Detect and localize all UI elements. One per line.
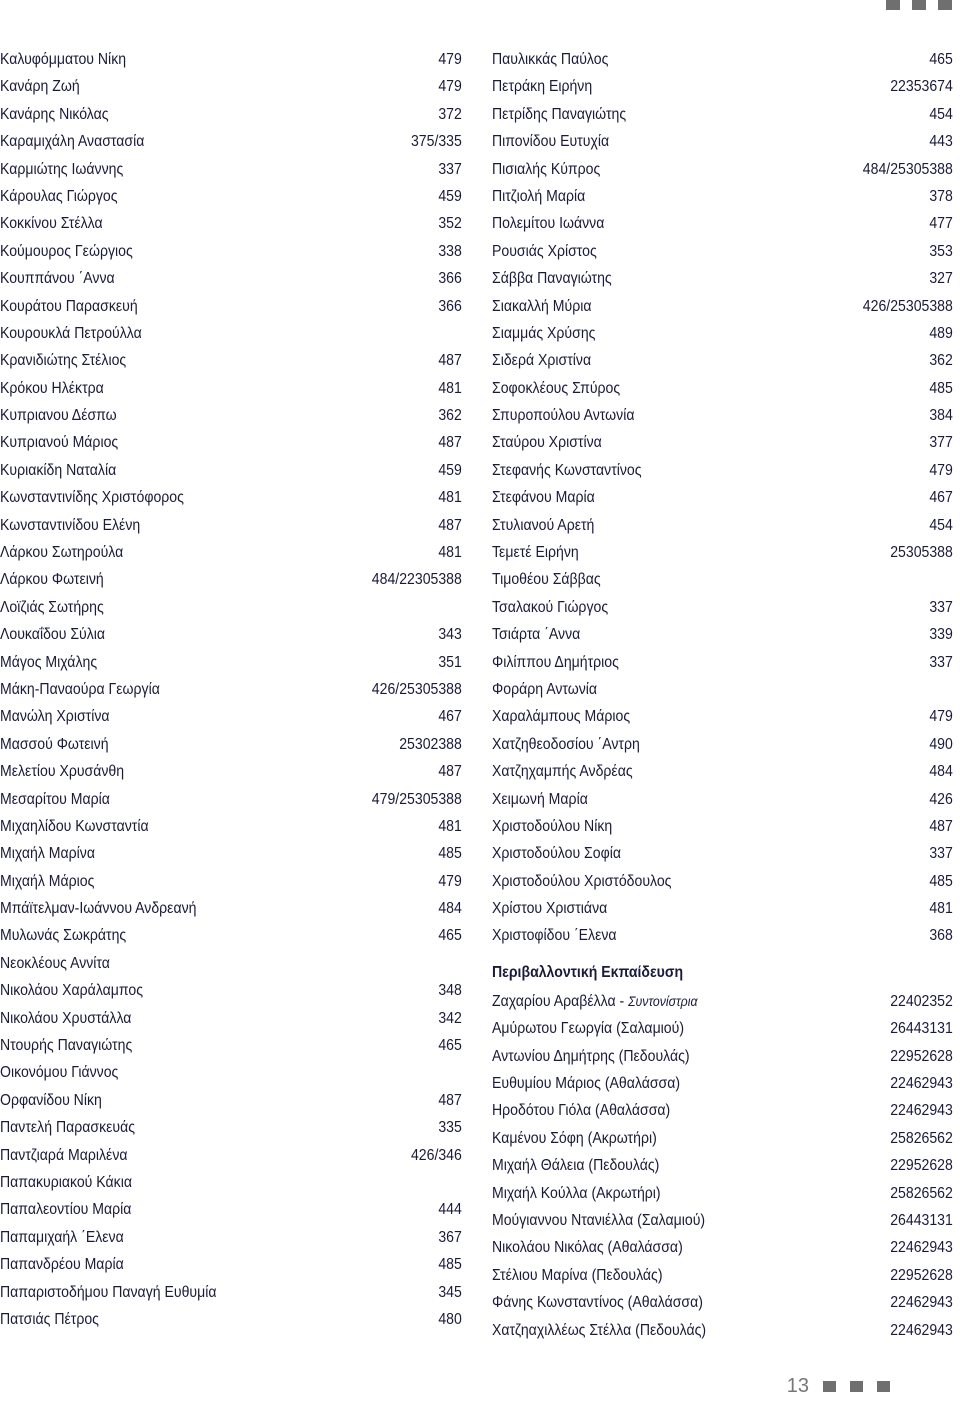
directory-entry-row (0, 1032, 462, 1059)
directory-entry-row (0, 183, 462, 210)
env-entry-row (492, 1043, 953, 1070)
directory-entry-name: Κανάρης Νικόλας (0, 105, 109, 123)
directory-entry-extension: 487 (438, 763, 462, 781)
directory-entry-row (0, 1087, 462, 1114)
env-entry-extension: 26443131 (890, 1020, 953, 1038)
coordinator-role: Συντονίστρια (628, 992, 698, 1009)
directory-entry-row (0, 1142, 462, 1169)
directory-entry-name: Χριστοδούλου Σοφία (492, 845, 621, 863)
env-entry-extension: 25826562 (890, 1129, 953, 1147)
directory-entry-extension: 487 (438, 352, 462, 370)
directory-entry-extension: 479 (438, 50, 462, 68)
directory-entry-row (492, 375, 953, 402)
directory-entry-name: Κάρουλας Γιώργος (0, 187, 118, 205)
directory-entry-row (492, 840, 953, 867)
directory-entry-row (0, 457, 462, 484)
directory-entry-extension: 352 (438, 215, 462, 233)
directory-entry-row (0, 1306, 462, 1333)
directory-entry-name: Μάγος Μιχάλης (0, 653, 98, 671)
directory-entry-row (0, 539, 462, 566)
directory-entry-name: Χριστοδούλου Νίκη (492, 817, 613, 835)
directory-entry-extension: 443 (929, 133, 953, 151)
directory-entry-extension: 479/25305388 (371, 790, 462, 808)
directory-entry-extension: 339 (929, 626, 953, 644)
env-entry-name: Χατζηαχιλλέως Στέλλα (Πεδουλάς) (492, 1321, 707, 1339)
directory-entry-name: Μανώλη Χριστίνα (0, 708, 110, 726)
directory-entry-name: Παντελή Παρασκευάς (0, 1119, 136, 1137)
env-entry-row (492, 1180, 953, 1207)
directory-entry-row (0, 840, 462, 867)
directory-entry-name: Πετράκη Ειρήνη (492, 78, 593, 96)
env-entry-row (492, 1097, 953, 1124)
directory-entry-name: Κωνσταντινίδου Ελένη (0, 516, 141, 534)
directory-entry-extension: 366 (438, 297, 462, 315)
directory-entry-row (0, 1005, 462, 1032)
directory-entry-name: Νικολάου Χαράλαμπος (0, 982, 144, 1000)
env-entry-name: Νικολάου Νικόλας (Αθαλάσσα) (492, 1239, 683, 1257)
directory-entry-row (0, 512, 462, 539)
directory-entry-row (492, 293, 953, 320)
directory-entry-name: Πιτζιολή Μαρία (492, 187, 586, 205)
left-directory-column (0, 46, 462, 1333)
directory-entry-extension: 489 (929, 324, 953, 342)
directory-entry-extension: 342 (438, 1009, 462, 1027)
decor-square (886, 0, 900, 10)
env-entry-name: Φάνης Κωνσταντίνος (Αθαλάσσα) (492, 1294, 703, 1312)
directory-entry-row (0, 977, 462, 1004)
directory-entry-name: Σιακαλλή Μύρια (492, 297, 592, 315)
directory-entry-extension: 327 (929, 270, 953, 288)
directory-entry-name: Καραμιχάλη Αναστασία (0, 133, 145, 151)
directory-entry-extension: 481 (438, 379, 462, 397)
directory-entry-extension: 345 (438, 1283, 462, 1301)
directory-entry-row (0, 1251, 462, 1278)
directory-entry-row (492, 868, 953, 895)
directory-entry-row (492, 128, 953, 155)
directory-entry-name: Κρανιδιώτης Στέλιος (0, 352, 127, 370)
directory-entry-name: Κοκκίνου Στέλλα (0, 215, 103, 233)
directory-entry-name: Παπαριστοδήμου Παναγή Ευθυμία (0, 1283, 217, 1301)
directory-entry-extension: 481 (929, 900, 953, 918)
directory-entry-name: Στεφάνου Μαρία (492, 489, 595, 507)
directory-entry-name: Μιχαηλίδου Κωνσταντία (0, 817, 149, 835)
directory-entry-name: Μυλωνάς Σωκράτης (0, 927, 127, 945)
directory-entry-extension: 487 (929, 817, 953, 835)
env-entry-extension: 25826562 (890, 1184, 953, 1202)
directory-entry-name: Κυπριανού Μάριος (0, 434, 119, 452)
coordinator-extension: 22402352 (890, 992, 953, 1010)
directory-entry-row (492, 813, 953, 840)
env-entry-name: Ευθυμίου Μάριος (Αθαλάσσα) (492, 1075, 681, 1093)
directory-entry-name: Κυριακίδη Ναταλία (0, 461, 117, 479)
directory-entry-row (0, 758, 462, 785)
directory-entry-extension: 479 (929, 708, 953, 726)
directory-entry-row (0, 1114, 462, 1141)
directory-entry-name: Κουράτου Παρασκευή (0, 297, 138, 315)
directory-entry-extension: 335 (438, 1119, 462, 1137)
directory-entry-name: Μάκη-Παναούρα Γεωργία (0, 680, 160, 698)
directory-entry-name: Τεμετέ Ειρήνη (492, 544, 579, 562)
directory-entry-row (492, 539, 953, 566)
page-footer (787, 1371, 890, 1401)
directory-entry-row (492, 429, 953, 456)
directory-entry-extension: 337 (438, 160, 462, 178)
directory-entry-row (492, 758, 953, 785)
env-entry-extension: 22462943 (890, 1294, 953, 1312)
env-entry-name: Αντωνίου Δημήτρης (Πεδουλάς) (492, 1047, 690, 1065)
directory-entry-name: Πολεμίτου Ιωάννα (492, 215, 605, 233)
decor-square (938, 0, 952, 10)
directory-entry-extension: 481 (438, 489, 462, 507)
directory-entry-extension: 481 (438, 817, 462, 835)
directory-entry-extension: 348 (438, 982, 462, 1000)
environmental-education-heading: Περιβαλλοντική Εκπαίδευση (492, 963, 684, 981)
directory-entry-name: Σιαμμάς Χρύσης (492, 324, 596, 342)
directory-entry-name: Πιπονίδου Ευτυχία (492, 133, 610, 151)
directory-entry-name: Χριστοδούλου Χριστόδουλος (492, 872, 672, 890)
directory-entry-row (0, 923, 462, 950)
directory-entry-row (0, 265, 462, 292)
env-entry-extension: 22462943 (890, 1321, 953, 1339)
directory-entry-name: Παπαλεοντίου Μαρία (0, 1201, 132, 1219)
directory-entry-row (0, 375, 462, 402)
directory-entry-name: Χειμωνή Μαρία (492, 790, 588, 808)
directory-entry-row (492, 703, 953, 730)
directory-entry-row (492, 183, 953, 210)
directory-entry-row (0, 210, 462, 237)
env-entry-row (492, 1234, 953, 1261)
directory-entry-name: Μασσού Φωτεινή (0, 735, 109, 753)
directory-entry-row (0, 703, 462, 730)
directory-entry-extension: 367 (438, 1228, 462, 1246)
directory-entry-row (0, 1279, 462, 1306)
env-entry-row (492, 1262, 953, 1289)
directory-entry-row (492, 46, 953, 73)
directory-entry-extension: 485 (438, 845, 462, 863)
directory-entry-extension: 343 (438, 626, 462, 644)
env-entry-name: Στέλιου Μαρίνα (Πεδουλάς) (492, 1266, 663, 1284)
directory-entry-name: Λάρκου Φωτεινή (0, 571, 104, 589)
env-entry-extension: 22952628 (890, 1266, 953, 1284)
directory-entry-row (492, 320, 953, 347)
directory-entry-extension: 490 (929, 735, 953, 753)
directory-entry-extension: 465 (929, 50, 953, 68)
directory-entry-row (0, 238, 462, 265)
directory-entry-name: Μιχαήλ Μάριος (0, 872, 95, 890)
environmental-education-list (492, 1015, 953, 1344)
directory-entry-name: Παπαμιχαήλ ΄Ελενα (0, 1228, 124, 1246)
directory-entry-row (0, 46, 462, 73)
directory-entry-name: Σταύρου Χριστίνα (492, 434, 602, 452)
directory-entry-extension: 362 (929, 352, 953, 370)
directory-entry-name: Ντουρής Παναγιώτης (0, 1037, 133, 1055)
decor-square (823, 1381, 836, 1392)
env-entry-row (492, 1125, 953, 1152)
directory-entry-row (0, 429, 462, 456)
directory-entry-row (492, 210, 953, 237)
directory-entry-row (492, 156, 953, 183)
directory-entry-extension: 337 (929, 598, 953, 616)
directory-entry-extension: 337 (929, 845, 953, 863)
directory-entry-row (0, 950, 462, 977)
directory-entry-extension: 484 (438, 900, 462, 918)
env-entry-name: Αμύρωτου Γεωργία (Σαλαμιού) (492, 1020, 685, 1038)
decor-square (877, 1381, 890, 1392)
directory-entry-extension: 485 (929, 872, 953, 890)
directory-entry-extension: 25302388 (399, 735, 462, 753)
env-entry-extension: 22952628 (890, 1157, 953, 1175)
directory-entry-row (0, 649, 462, 676)
directory-entry-extension: 484/25305388 (862, 160, 953, 178)
directory-entry-extension: 487 (438, 516, 462, 534)
directory-entry-extension: 485 (929, 379, 953, 397)
directory-entry-name: Μεσαρίτου Μαρία (0, 790, 110, 808)
decor-square (912, 0, 926, 10)
directory-entry-extension: 481 (438, 544, 462, 562)
directory-entry-name: Στεφανής Κωνσταντίνος (492, 461, 642, 479)
env-entry-row (492, 1289, 953, 1316)
directory-entry-name: Τιμοθέου Σάββας (492, 571, 601, 589)
directory-entry-extension: 375/335 (410, 133, 462, 151)
directory-entry-extension: 467 (929, 489, 953, 507)
directory-entry-extension: 384 (929, 407, 953, 425)
directory-entry-extension: 459 (438, 461, 462, 479)
directory-entry-row (492, 649, 953, 676)
directory-entry-extension: 368 (929, 927, 953, 945)
directory-entry-row (492, 594, 953, 621)
directory-entry-name: Ρουσιάς Χρίστος (492, 242, 597, 260)
directory-entry-extension: 487 (438, 1091, 462, 1109)
env-entry-extension: 22462943 (890, 1075, 953, 1093)
directory-entry-row (492, 457, 953, 484)
directory-entry-name: Παυλικκάς Παύλος (492, 50, 609, 68)
env-entry-row (492, 1207, 953, 1234)
directory-entry-name: Σάββα Παναγιώτης (492, 270, 612, 288)
directory-entry-extension: 459 (438, 187, 462, 205)
directory-entry-extension: 454 (929, 105, 953, 123)
directory-entry-row (492, 402, 953, 429)
directory-entry-row (492, 895, 953, 922)
right-directory-list (492, 46, 953, 950)
directory-entry-row (0, 128, 462, 155)
directory-entry-row (0, 484, 462, 511)
directory-entry-name: Οικονόμου Γιάννος (0, 1064, 119, 1082)
directory-entry-name: Παπανδρέου Μαρία (0, 1256, 124, 1274)
directory-entry-extension: 465 (438, 1037, 462, 1055)
directory-entry-name: Πισιαλής Κύπρος (492, 160, 601, 178)
directory-entry-name: Παπακυριακού Κάκια (0, 1174, 132, 1191)
directory-entry-extension: 487 (438, 434, 462, 452)
directory-entry-extension: 353 (929, 242, 953, 260)
directory-entry-name: Χατζηχαμπής Ανδρέας (492, 763, 633, 781)
directory-entry-extension: 22353674 (890, 78, 953, 96)
directory-entry-name: Σοφοκλέους Σπύρος (492, 379, 621, 397)
directory-entry-row (0, 347, 462, 374)
directory-entry-name: Φοράρη Αντωνία (492, 680, 598, 698)
directory-entry-name: Κούμουρος Γεώργιος (0, 242, 133, 260)
directory-entry-extension: 337 (929, 653, 953, 671)
directory-entry-row (492, 621, 953, 648)
env-entry-row (492, 1015, 953, 1042)
env-entry-row (492, 1152, 953, 1179)
directory-entry-extension: 25305388 (890, 544, 953, 562)
directory-entry-extension: 480 (438, 1310, 462, 1328)
page-number: 13 (786, 1374, 809, 1397)
directory-entry-name: Σιδερά Χριστίνα (492, 352, 592, 370)
directory-entry-extension: 479 (438, 872, 462, 890)
directory-entry-name: Λοϊζιάς Σωτήρης (0, 598, 104, 616)
directory-entry-row (0, 731, 462, 758)
directory-entry-name: Ορφανίδου Νίκη (0, 1091, 102, 1109)
directory-entry-row (0, 320, 462, 347)
directory-entry-row (492, 484, 953, 511)
directory-entry-name: Φιλίππου Δημήτριος (492, 653, 619, 671)
directory-entry-name: Νεοκλέους Αννίτα (0, 954, 110, 972)
directory-entry-row (492, 512, 953, 539)
env-entry-name: Ηροδότου Γιόλα (Αθαλάσσα) (492, 1102, 671, 1120)
directory-entry-row (0, 813, 462, 840)
directory-entry-extension: 479 (438, 78, 462, 96)
env-entry-name: Καμένου Σόφη (Ακρωτήρι) (492, 1129, 657, 1147)
env-entry-extension: 22462943 (890, 1239, 953, 1257)
directory-entry-name: Χρίστου Χριστιάνα (492, 900, 608, 918)
directory-entry-extension: 477 (929, 215, 953, 233)
directory-entry-row (0, 1224, 462, 1251)
directory-entry-row (492, 786, 953, 813)
directory-entry-extension: 484 (929, 763, 953, 781)
directory-entry-name: Πετρίδης Παναγιώτης (492, 105, 627, 123)
directory-entry-extension: 426 (929, 790, 953, 808)
directory-entry-row (492, 101, 953, 128)
directory-entry-name: Τσιάρτα ΄Αννα (492, 626, 581, 644)
directory-entry-extension: 484/22305388 (371, 571, 462, 589)
coordinator-row (492, 988, 953, 1015)
directory-entry-extension: 465 (438, 927, 462, 945)
directory-entry-row (0, 868, 462, 895)
directory-entry-name: Κωνσταντινίδης Χριστόφορος (0, 489, 184, 507)
coordinator-name: Ζαχαρίου Αραβέλλα - (492, 992, 629, 1010)
directory-entry-name: Κανάρη Ζωή (0, 78, 80, 96)
directory-entry-extension: 372 (438, 105, 462, 123)
directory-entry-name: Μιχαήλ Μαρίνα (0, 845, 95, 863)
directory-entry-row (492, 73, 953, 100)
directory-entry-extension: 426/25305388 (862, 297, 953, 315)
env-entry-extension: 26443131 (890, 1212, 953, 1229)
directory-entry-extension: 454 (929, 516, 953, 534)
directory-entry-name: Κουππάνου ΄Αννα (0, 270, 115, 288)
directory-entry-row (0, 621, 462, 648)
directory-entry-name: Κουρουκλά Πετρούλλα (0, 324, 142, 342)
directory-entry-row (492, 731, 953, 758)
directory-entry-row (0, 402, 462, 429)
directory-entry-row (0, 1169, 462, 1196)
directory-entry-name: Καρμιώτης Ιωάννης (0, 160, 124, 178)
directory-entry-extension: 426/25305388 (371, 680, 462, 698)
directory-entry-extension: 377 (929, 434, 953, 452)
directory-entry-extension: 485 (438, 1256, 462, 1274)
directory-entry-row (0, 594, 462, 621)
directory-entry-row (0, 566, 462, 593)
directory-entry-row (492, 238, 953, 265)
directory-entry-name: Σπυροπούλου Αντωνία (492, 407, 635, 425)
directory-entry-extension: 426/346 (410, 1146, 462, 1164)
directory-entry-row (492, 676, 953, 703)
directory-entry-row (0, 101, 462, 128)
env-entry-name: Μούγιαννου Ντανιέλλα (Σαλαμιού) (492, 1212, 706, 1229)
directory-entry-name: Κυπριανου Δέσπω (0, 407, 117, 425)
directory-entry-name: Μπάϊτελμαν-Ιωάννου Ανδρεανή (0, 900, 197, 918)
directory-entry-name: Στυλιανού Αρετή (492, 516, 595, 534)
directory-entry-row (0, 895, 462, 922)
directory-entry-name: Καλυφόμματου Νίκη (0, 50, 127, 68)
directory-entry-row (0, 1196, 462, 1223)
directory-entry-name: Χατζηθεοδοσίου ΄Αντρη (492, 735, 640, 753)
directory-entry-row (492, 347, 953, 374)
directory-entry-row (0, 786, 462, 813)
directory-entry-row (0, 156, 462, 183)
directory-entry-name: Λάρκου Σωτηρούλα (0, 544, 124, 562)
directory-entry-extension: 338 (438, 242, 462, 260)
env-entry-name: Μιχαήλ Κούλλα (Ακρωτήρι) (492, 1184, 661, 1202)
directory-entry-name: Πατσιάς Πέτρος (0, 1310, 99, 1328)
directory-entry-extension: 444 (438, 1201, 462, 1219)
directory-entry-name: Λουκαΐδου Σύλια (0, 626, 106, 644)
right-directory-column (492, 46, 953, 1344)
directory-entry-row (492, 923, 953, 950)
env-entry-extension: 22462943 (890, 1102, 953, 1120)
directory-entry-name: Κρόκου Ηλέκτρα (0, 379, 104, 397)
directory-entry-row (492, 566, 953, 593)
directory-entry-row (0, 1059, 462, 1086)
directory-entry-extension: 362 (438, 407, 462, 425)
directory-entry-extension: 479 (929, 461, 953, 479)
directory-entry-extension: 467 (438, 708, 462, 726)
coordinator-name-wrap (492, 988, 698, 1015)
env-entry-extension: 22952628 (890, 1047, 953, 1065)
env-entry-row (492, 1070, 953, 1097)
directory-entry-extension: 366 (438, 270, 462, 288)
directory-entry-row (492, 265, 953, 292)
directory-entry-row (0, 293, 462, 320)
directory-entry-name: Τσαλακού Γιώργος (492, 598, 609, 616)
directory-entry-row (0, 676, 462, 703)
directory-entry-name: Παντζιαρά Μαριλένα (0, 1146, 128, 1164)
directory-entry-name: Χαραλάμπους Μάριος (492, 708, 631, 726)
directory-entry-name: Μελετίου Χρυσάνθη (0, 763, 125, 781)
directory-entry-extension: 378 (929, 187, 953, 205)
decor-square (850, 1381, 863, 1392)
directory-entry-row (0, 73, 462, 100)
directory-entry-extension: 351 (438, 653, 462, 671)
env-entry-name: Μιχαήλ Θάλεια (Πεδουλάς) (492, 1157, 660, 1175)
directory-entry-name: Νικολάου Χρυστάλλα (0, 1009, 132, 1027)
header-decoration (886, 0, 952, 10)
env-entry-row (492, 1317, 953, 1344)
directory-entry-name: Χριστοφίδου ΄Ελενα (492, 927, 617, 945)
